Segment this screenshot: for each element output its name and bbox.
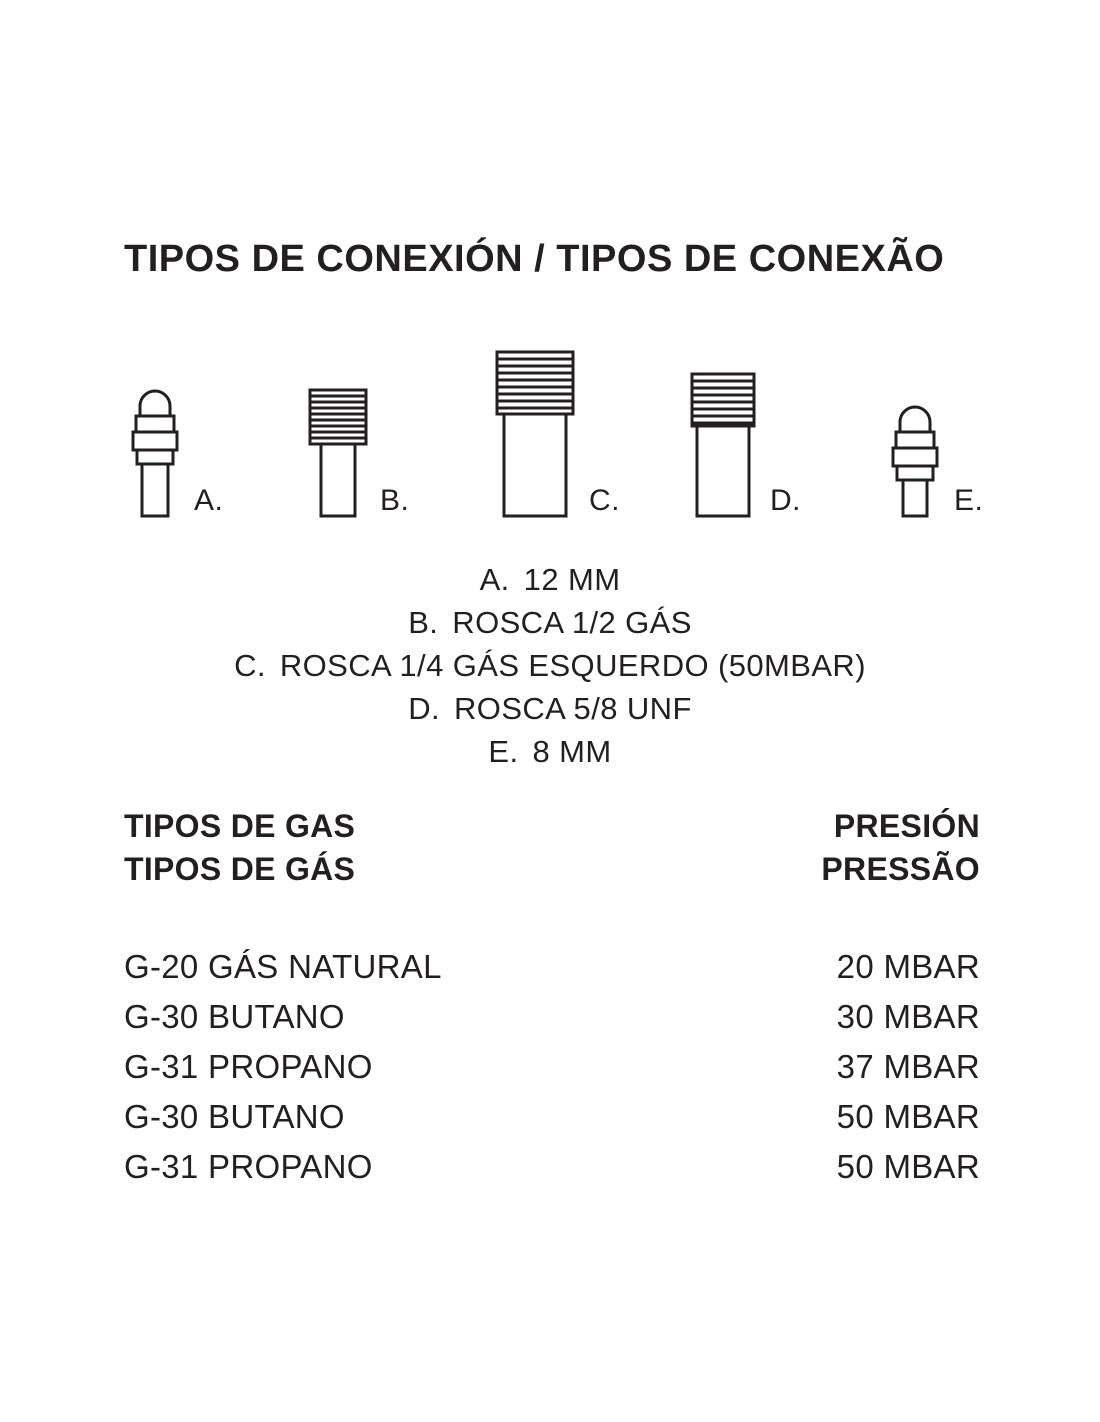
gas-pressure-table (124, 805, 980, 1192)
legend-key: D. (408, 691, 441, 726)
table-row (124, 1042, 980, 1092)
connector-legend (0, 558, 1100, 773)
bulb-small-icon (880, 360, 950, 520)
table-header-line-2 (124, 848, 980, 891)
legend-text: ROSCA 5/8 UNF (454, 691, 692, 726)
table-row (124, 992, 980, 1042)
header-gas-es: TIPOS DE GAS (124, 808, 356, 844)
connector-c (485, 340, 620, 520)
header-gas-pt: TIPOS DE GÁS (124, 851, 356, 887)
connector-illustrations (100, 320, 1000, 520)
table-row (124, 1092, 980, 1142)
legend-item (0, 601, 1100, 644)
connector-d (680, 350, 801, 520)
table-body (124, 942, 980, 1192)
bulb-small-icon (120, 360, 190, 520)
connector-a-label: A. (194, 484, 224, 517)
table-row (124, 942, 980, 992)
legend-item (0, 644, 1100, 687)
legend-item (0, 730, 1100, 773)
legend-key: E. (488, 734, 519, 769)
threaded-medium-icon (680, 350, 766, 520)
gas-pressure: 50 MBAR (836, 1148, 980, 1185)
legend-item (0, 558, 1100, 601)
legend-key: A. (479, 562, 510, 597)
legend-key: B. (408, 605, 439, 640)
legend-text: ROSCA 1/4 GÁS ESQUERDO (50MBAR) (279, 648, 866, 683)
threaded-tall-icon (485, 340, 585, 520)
table-header (124, 805, 980, 891)
connector-d-label: D. (770, 484, 801, 517)
connector-b (300, 360, 410, 520)
legend-key: C. (234, 648, 266, 683)
gas-name: G-31 PROPANO (124, 1148, 373, 1185)
gas-pressure: 20 MBAR (836, 948, 980, 985)
table-header-line-1 (124, 805, 980, 848)
gas-name: G-20 GÁS NATURAL (124, 948, 442, 985)
threaded-short-icon (300, 360, 376, 520)
connector-a (120, 360, 224, 520)
connector-e-label: E. (954, 484, 984, 517)
gas-pressure: 50 MBAR (836, 1098, 980, 1135)
gas-name: G-30 BUTANO (124, 1098, 345, 1135)
connector-b-label: B. (380, 484, 410, 517)
legend-text: ROSCA 1/2 GÁS (452, 605, 692, 640)
gas-pressure: 37 MBAR (836, 1048, 980, 1085)
page-title: TIPOS DE CONEXIÓN / TIPOS DE CONEXÃO (124, 238, 945, 280)
legend-text: 12 MM (523, 562, 621, 597)
gas-pressure: 30 MBAR (836, 998, 980, 1035)
header-pressure-es: PRESIÓN (833, 808, 980, 844)
connector-c-label: C. (589, 484, 620, 517)
header-pressure-pt: PRESSÃO (821, 851, 980, 887)
legend-text: 8 MM (532, 734, 612, 769)
table-row (124, 1142, 980, 1192)
legend-item (0, 687, 1100, 730)
gas-name: G-31 PROPANO (124, 1048, 373, 1085)
gas-name: G-30 BUTANO (124, 998, 345, 1035)
connector-e (880, 360, 984, 520)
